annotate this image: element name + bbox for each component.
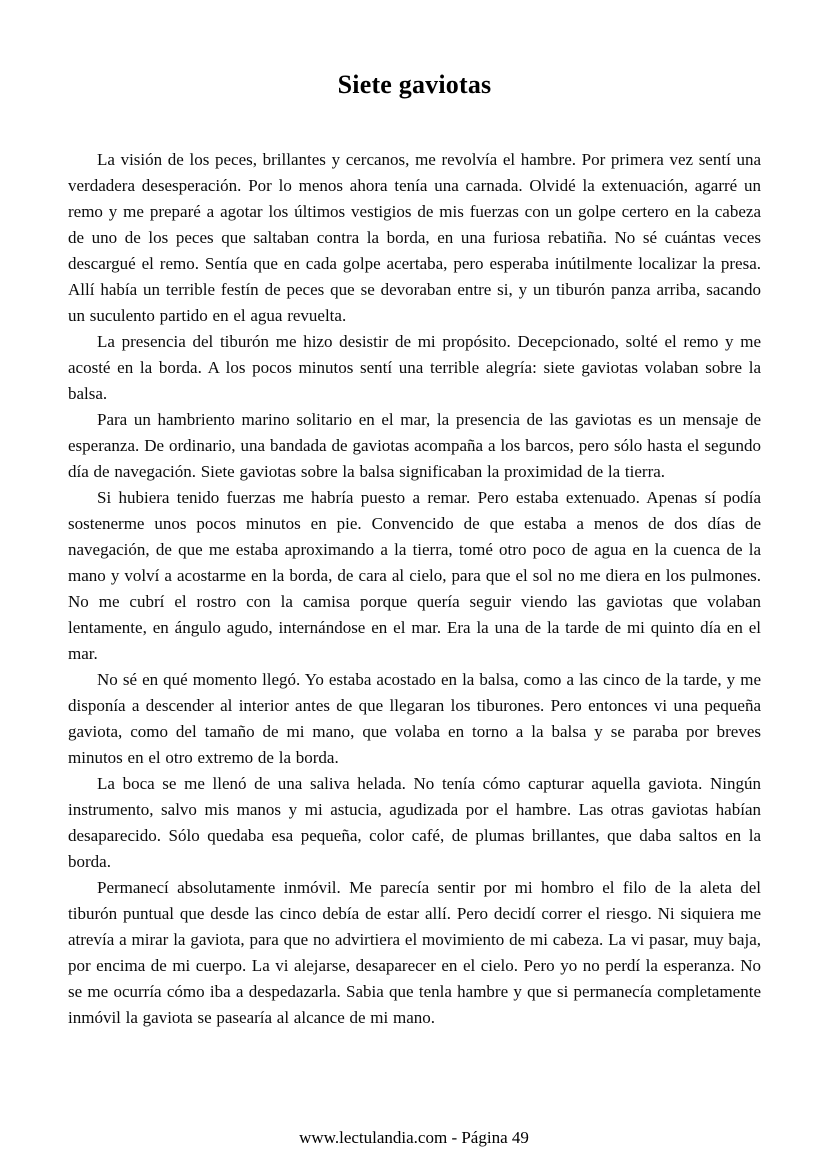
paragraph-4: Si hubiera tenido fuerzas me habría puesto a remar. Pero estaba extenuado. Apenas sí podía sostenerme unos pocos minutos en pie. Convencido de que estaba a menos de dos días de navegación, de que me estaba aproximando a la tierra, tomé otro poco de agua en la cuenca de la mano y volví a acostarme en la borda, de cara al cielo, para que el sol no me diera en los pulmones. No me cubrí el rostro con la camisa porque quería seguir viendo las gaviotas que volaban lentamente, en ángulo agudo, internándose en el mar. Era la una de la tarde de mi quinto día en el mar. [68,488,761,663]
paragraph-7: Permanecí absolutamente inmóvil. Me parecía sentir por mi hombro el filo de la aleta del tiburón puntual que desde las cinco debía de estar allí. Pero decidí correr el riesgo. Ni siquiera me atrevía a mirar la gaviota, para que no advirtiera el movimiento de mi cabeza. La vi pasar, muy baja, por encima de mi cuerpo. La vi alejarse, desaparecer en el cielo. Pero yo no perdí la esperanza. No se me ocurría cómo iba a despedazarla. Sabia que tenla hambre y que si permanecía completamente inmóvil la gaviota se pasearía al alcance de mi mano. [68,878,761,1027]
paragraph-1: La visión de los peces, brillantes y cercanos, me revolvía el hambre. Por primera vez sentí una verdadera desesperación. Por lo menos ahora tenía una carnada. Olvidé la extenuación, agarré un remo y me preparé a agotar los últimos vestigios de mis fuerzas con un golpe certero en la cabeza de uno de los peces que saltaban contra la borda, en una furiosa rebatiña. No sé cuántas veces descargué el remo. Sentía que en cada golpe acertaba, pero esperaba inútilmente localizar la presa. Allí había un terrible festín de peces que se devoraban entre si, y un tiburón panza arriba, sacando un suculento partido en el agua revuelta. [68,150,761,325]
page-footer: www.lectulandia.com - Página 49 [299,1128,529,1147]
chapter-body [68,147,761,1031]
paragraph-3: Para un hambriento marino solitario en el mar, la presencia de las gaviotas es un mensaje de esperanza. De ordinario, una bandada de gaviotas acompaña a los barcos, pero sólo hasta el segundo día de navegación. Siete gaviotas sobre la balsa significaban la proximidad de la tierra. [68,410,761,481]
paragraph-5: No sé en qué momento llegó. Yo estaba acostado en la balsa, como a las cinco de la tarde, y me disponía a descender al interior antes de que llegaran los tiburones. Pero entonces vi una pequeña gaviota, como del tamaño de mi mano, que volaba en torno a la balsa y se paraba por breves minutos en el otro extremo de la borda. [68,670,761,767]
paragraph-6: La boca se me llenó de una saliva helada. No tenía cómo capturar aquella gaviota. Ningún instrumento, salvo mis manos y mi astucia, agudizada por el hambre. Las otras gaviotas habían desaparecido. Sólo quedaba esa pequeña, color café, de plumas brillantes, que daba saltos en la borda. [68,774,761,871]
paragraph-2: La presencia del tiburón me hizo desistir de mi propósito. Decepcionado, solté el remo y me acosté en la borda. A los pocos minutos sentí una terrible alegría: siete gaviotas volaban sobre la balsa. [68,332,761,403]
chapter-title: Siete gaviotas [337,70,492,99]
